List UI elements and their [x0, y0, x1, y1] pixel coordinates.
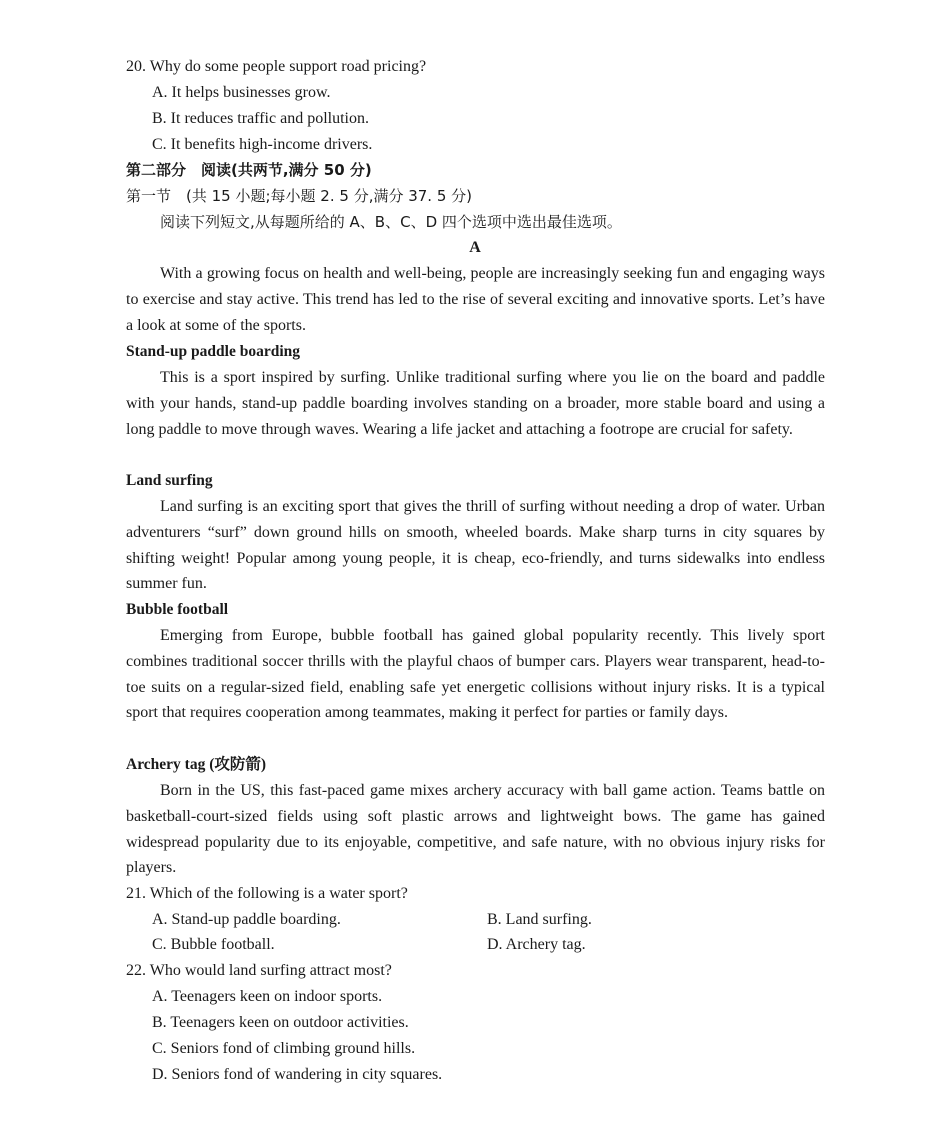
- passage-label: A: [469, 239, 481, 256]
- paragraph-paddle-boarding: This is a sport inspired by surfing. Unlike traditional surfing where you lie on the board and paddle with your hands, stand-up paddle boarding involves standing on a broader, more stable board and using a long paddle to move through waves. Wearing a life jacket and attaching a footrope are crucial for safety.: [126, 369, 825, 438]
- passage-intro: With a growing focus on health and well-being, people are increasingly seeking fun and engaging ways to exercise and stay active. This trend has led to the rise of several exciting and innovative sports. Let’s have a look at some of the sports.: [126, 265, 825, 334]
- q22-option-b: B. Teenagers keen on outdoor activities.: [152, 1014, 409, 1031]
- section1-title: 第一节 (共 15 小题;每小题 2. 5 分,满分 37. 5 分): [126, 187, 473, 205]
- heading-land-surfing: Land surfing: [126, 472, 213, 489]
- q21-option-d: D. Archery tag.: [487, 936, 586, 953]
- paragraph-land-surfing: Land surfing is an exciting sport that gives the thrill of surfing without needing a drop of water. Urban adventurers “surf” down ground hills on smooth, wheeled boards. Make sharp turns in city squares by shifting weight! Popular among young people, it is cheap, eco-friendly, and turns sidewalks into endless summer fun.: [126, 498, 825, 593]
- question-21: 21. Which of the following is a water sport?: [126, 885, 408, 902]
- q21-option-a: A. Stand-up paddle boarding.: [152, 911, 341, 928]
- q20-option-c: C. It benefits high-income drivers.: [152, 136, 373, 153]
- q22-option-c: C. Seniors fond of climbing ground hills.: [152, 1040, 416, 1057]
- paragraph-archery-tag: Born in the US, this fast-paced game mixes archery accuracy with ball game action. Teams battle on basketball-court-sized fields using soft plastic arrows and lightweight bows. The game has gained widespread popularity due to its enjoyable, competitive, and safe nature, with no obvious injury risks for players.: [126, 782, 825, 877]
- q20-option-b: B. It reduces traffic and pollution.: [152, 110, 369, 127]
- q21-option-b: B. Land surfing.: [487, 911, 592, 928]
- question-22: 22. Who would land surfing attract most?: [126, 962, 392, 979]
- heading-archery-tag: Archery tag (攻防箭): [126, 756, 267, 773]
- reading-instruction: 阅读下列短文,从每题所给的 A、B、C、D 四个选项中选出最佳选项。: [160, 213, 622, 231]
- paragraph-bubble-football: Emerging from Europe, bubble football has gained global popularity recently. This lively sport combines traditional soccer thrills with the playful chaos of bumper cars. Players wear transparent, head-to-toe suits on a regular-sized field, enabling safe yet energetic collisions without injury risks. It is a typical sport that requires cooperation among teammates, making it perfect for parties or family days.: [126, 627, 825, 722]
- part2-title: 第二部分 阅读(共两节,满分 50 分): [126, 161, 372, 179]
- q20-option-a: A. It helps businesses grow.: [152, 84, 331, 101]
- q22-option-a: A. Teenagers keen on indoor sports.: [152, 988, 383, 1005]
- heading-bubble-football: Bubble football: [126, 601, 229, 618]
- q21-option-c: C. Bubble football.: [152, 936, 275, 953]
- question-20: 20. Why do some people support road pricing?: [126, 58, 427, 75]
- heading-paddle-boarding: Stand-up paddle boarding: [126, 343, 301, 360]
- q22-option-d: D. Seniors fond of wandering in city squares.: [152, 1066, 443, 1083]
